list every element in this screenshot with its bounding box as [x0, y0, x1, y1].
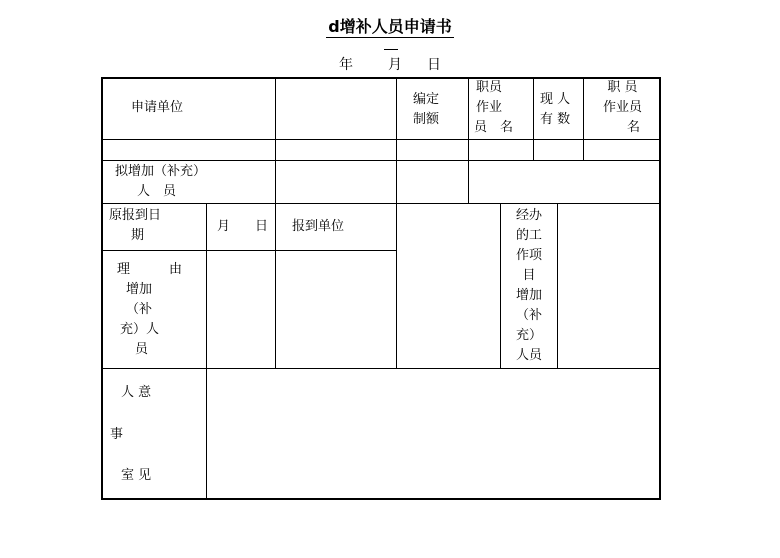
grid-line	[275, 77, 276, 368]
grid-line	[101, 368, 661, 369]
proposed-staff-label-line1: 拟增加（补充）	[115, 164, 207, 179]
grid-line	[101, 250, 396, 251]
date-day-label: 日	[427, 57, 441, 73]
hr-opinion-label-line2: 事	[110, 427, 124, 442]
report-unit-field[interactable]	[398, 205, 498, 367]
grid-line	[533, 77, 534, 160]
reason-label-line2: 增加	[126, 282, 153, 297]
work-items-label-line2: 的工	[515, 228, 542, 243]
hr-opinion-label-line3: 室 见	[121, 468, 152, 483]
grid-line	[396, 77, 397, 203]
job-name-label-line1: 职 员	[607, 80, 638, 95]
work-items-label-line6: （补	[515, 308, 542, 323]
current-count-label-line2: 有 数	[540, 112, 571, 127]
establishment-label-line2: 制额	[413, 112, 440, 127]
work-items-label-line8: 人员	[515, 348, 542, 363]
job-title-label-line3: 员 名	[474, 120, 514, 135]
applicant-unit-label: 申请单位	[131, 100, 184, 115]
grid-line	[101, 160, 661, 161]
report-unit-label: 报到单位	[292, 219, 345, 234]
proposed-staff-label-line2: 人 员	[137, 184, 177, 199]
job-name-label-line3: 名	[627, 120, 641, 135]
applicant-unit-field[interactable]	[278, 80, 394, 138]
grid-line	[396, 203, 397, 368]
job-title-label-line1: 职员	[476, 80, 503, 95]
job-name-label-line2: 作业员	[602, 100, 642, 115]
hr-opinion-field[interactable]	[208, 370, 659, 498]
reason-label-line4: 充）人	[120, 322, 160, 337]
work-items-label-line4: 目	[522, 268, 536, 283]
establishment-label-line1: 编定	[413, 92, 440, 107]
work-items-label-line7: 充）	[515, 328, 542, 343]
hr-opinion-label-line1: 人 意	[121, 385, 152, 400]
grid-line	[101, 139, 661, 140]
job-title-label-line2: 作业	[476, 100, 503, 115]
date-mark	[384, 49, 398, 50]
date-year-label: 年	[339, 57, 353, 73]
proposed-staff-field[interactable]	[278, 162, 394, 202]
work-items-label-line1: 经办	[515, 208, 542, 223]
reason-label-line1: 理 由	[117, 262, 183, 277]
grid-line	[557, 203, 558, 368]
original-report-date-label-line1: 原报到日	[109, 208, 162, 223]
grid-line	[468, 77, 469, 203]
job-name-field[interactable]	[585, 141, 659, 159]
work-items-label-line5: 增加	[515, 288, 542, 303]
grid-line	[101, 203, 661, 204]
date-month-label: 月	[388, 57, 402, 73]
report-day-label: 日	[255, 219, 269, 234]
reason-label-line3: （补	[126, 302, 153, 317]
establishment-field[interactable]	[398, 141, 466, 159]
work-items-field[interactable]	[559, 205, 659, 367]
current-count-label-line1: 现 人	[540, 92, 571, 107]
form-title: d增补人员申请书	[328, 17, 452, 36]
work-items-label-line3: 作项	[515, 248, 542, 263]
current-count-field[interactable]	[535, 141, 582, 159]
job-title-field[interactable]	[470, 141, 532, 159]
reason-label-line5: 员	[135, 342, 149, 357]
original-report-date-label-line2: 期	[131, 228, 145, 243]
grid-line	[206, 203, 207, 500]
reason-field[interactable]	[208, 252, 274, 367]
report-month-label: 月	[217, 219, 231, 234]
